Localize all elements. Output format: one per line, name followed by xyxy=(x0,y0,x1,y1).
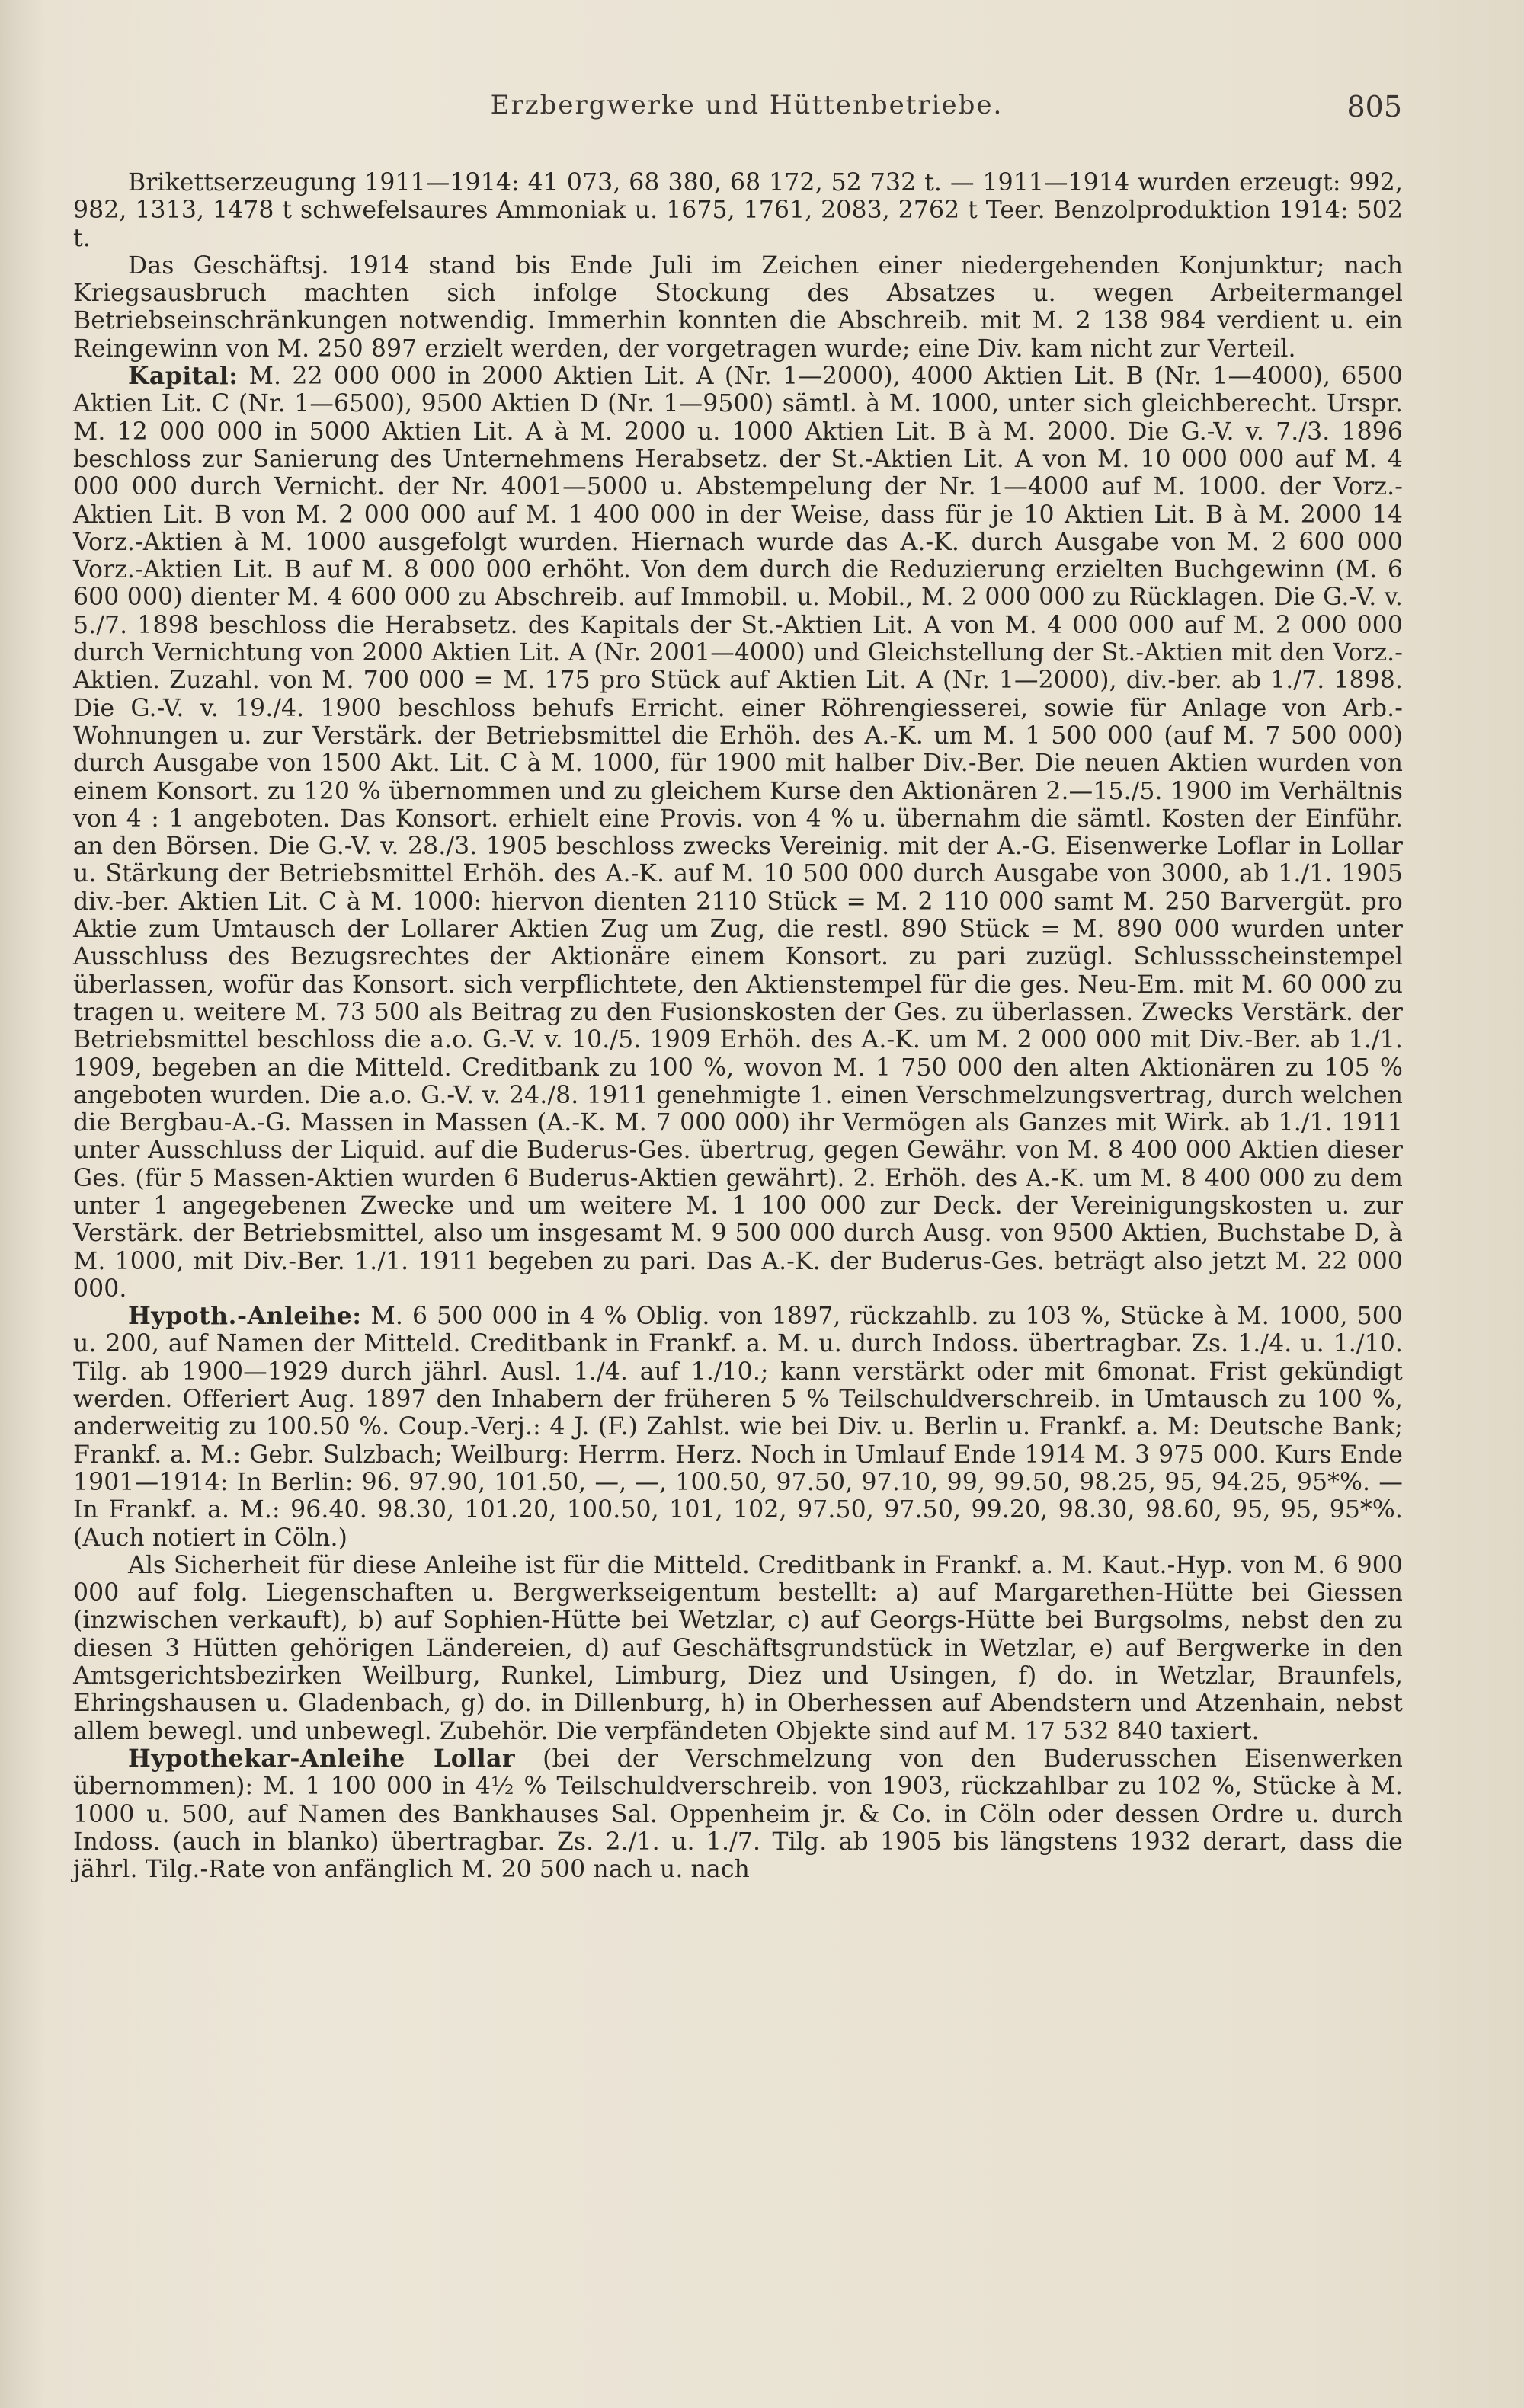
paragraph-hypothekar-anleihe-lollar xyxy=(73,1745,1403,1883)
paragraph-text: Als Sicherheit für diese Anleihe ist für die Mitteld. Creditbank in Frankf. a. M. Kaut.-Hyp. von M. 6 900 000 auf folg. Liegenschaften u. Bergwerkseigentum bestellt: a) auf Margarethen-Hütte bei Giessen (inzwischen verkauft), b) auf Sophien-Hütte bei Wetzlar, c) auf Georgs-Hütte bei Burgsolms, nebst den zu diesen 3 Hütten gehörigen Ländereien, d) auf Geschäftsgrundstück in Wetzlar, e) auf Bergwerke in den Amtsgerichtsbezirken Weilburg, Runkel, Limburg, Diez und Usingen, f) do. in Wetzlar, Braunfels, Ehringshausen u. Gladenbach, g) do. in Dillenburg, h) in Oberhessen auf Abendstern und Atzenhain, nebst allem bewegl. und unbewegl. Zubehör. Die verpfändeten Objekte sind auf M. 17 532 840 taxiert. xyxy=(73,1551,1403,1745)
paragraph-sicherheit xyxy=(73,1552,1403,1745)
section-lead-hypothekar-anleihe-lollar: Hypothekar-Anleihe Lollar xyxy=(128,1744,516,1773)
page-number: 805 xyxy=(1346,90,1402,123)
paragraph-brikettserzeugung xyxy=(73,169,1403,252)
paragraph-hypoth-anleihe xyxy=(73,1303,1403,1552)
paragraph-kapital xyxy=(73,363,1403,1303)
section-lead-kapital: Kapital: xyxy=(128,362,239,391)
running-head: Erzbergwerke und Hüttenbetriebe. xyxy=(490,90,1004,120)
paragraph-text: M. 22 000 000 in 2000 Aktien Lit. A (Nr. 1—2000), 4000 Aktien Lit. B (Nr. 1—4000), 6500 Aktien Lit. C (Nr. 1—6500), 9500 Aktien D (Nr. 1—9500) sämtl. à M. 1000, unter sich gleichberecht. Urspr. M. 12 000 000 in 5000 Aktien Lit. A à M. 2000 u. 1000 Aktien Lit. B à M. 2000. Die G.-V. v. 7./3. 1896 beschloss zur Sanierung des Unternehmens Herabsetz. der St.-Aktien Lit. A von M. 10 000 000 auf M. 4 000 000 durch Vernicht. der Nr. 4001—5000 u. Abstempelung der Nr. 1—4000 auf M. 1000. der Vorz.-Aktien Lit. B von M. 2 000 000 auf M. 1 400 000 in der Weise, dass für je 10 Aktien Lit. B à M. 2000 14 Vorz.-Aktien à M. 1000 ausgefolgt wurden. Hiernach wurde das A.-K. durch Ausgabe von M. 2 600 000 Vorz.-Aktien Lit. B auf M. 8 000 000 erhöht. Von dem durch die Reduzierung erzielten Buchgewinn (M. 6 600 000) dienter M. 4 600 000 zu Abschreib. auf Immobil. u. Mobil., M. 2 000 000 zu Rücklagen. Die G.-V. v. 5./7. 1898 beschloss die Herabsetz. des Kapitals der St.-Aktien Lit. A von M. 4 000 000 auf M. 2 000 000 durch Vernichtung von 2000 Aktien Lit. A (Nr. 2001—4000) und Gleichstellung der St.-Aktien mit den Vorz.-Aktien. Zuzahl. von M. 700 000 = M. 175 pro Stück auf Aktien Lit. A (Nr. 1—2000), div.-ber. ab 1./7. 1898. Die G.-V. v. 19./4. 1900 beschloss behufs Erricht. einer Röhrengiesserei, sowie für Anlage von Arb.-Wohnungen u. zur Verstärk. der Betriebsmittel die Erhöh. des A.-K. um M. 1 500 000 (auf M. 7 500 000) durch Ausgabe von 1500 Akt. Lit. C à M. 1000, für 1900 mit halber Div.-Ber. Die neuen Aktien wurden von einem Konsort. zu 120 % übernommen und zu gleichem Kurse den Aktionären 2.—15./5. 1900 im Verhältnis von 4 : 1 angeboten. Das Konsort. erhielt eine Provis. von 4 % u. übernahm die sämtl. Kosten der Einführ. an den Börsen. Die G.-V. v. 28./3. 1905 beschloss zwecks Vereinig. mit der A.-G. Eisenwerke Loflar in Lollar u. Stärkung der Betriebsmittel Erhöh. des A.-K. auf M. 10 500 000 durch Ausgabe von 3000, ab 1./1. 1905 div.-ber. Aktien Lit. C à M. 1000: hiervon dienten 2110 Stück = M. 2 110 000 samt M. 250 Barvergüt. pro Aktie zum Umtausch der Lollarer Aktien Zug um Zug, die restl. 890 Stück = M. 890 000 wurden unter Ausschluss des Bezugsrechtes der Aktionäre einem Konsort. zu pari zuzügl. Schlussscheinstempel überlassen, wofür das Konsort. sich verpflichtete, den Aktienstempel für die ges. Neu-Em. mit M. 60 000 zu tragen u. weitere M. 73 500 als Beitrag zu den Fusionskosten der Ges. zu überlassen. Zwecks Verstärk. der Betriebsmittel beschloss die a.o. G.-V. v. 10./5. 1909 Erhöh. des A.-K. um M. 2 000 000 mit Div.-Ber. ab 1./1. 1909, begeben an die Mitteld. Creditbank zu 100 %, wovon M. 1 750 000 den alten Aktionären zu 105 % angeboten wurden. Die a.o. G.-V. v. 24./8. 1911 genehmigte 1. einen Verschmelzungsvertrag, durch welchen die Bergbau-A.-G. Massen in Massen (A.-K. M. 7 000 000) ihr Vermögen als Ganzes mit Wirk. ab 1./1. 1911 unter Ausschluss der Liquid. auf die Buderus-Ges. übertrug, gegen Gewähr. von M. 8 400 000 Aktien dieser Ges. (für 5 Massen-Aktien wurden 6 Buderus-Aktien gewährt). 2. Erhöh. des A.-K. um M. 8 400 000 zu dem unter 1 angegebenen Zwecke und um weitere M. 1 100 000 zur Deck. der Vereinigungskosten u. zur Verstärk. der Betriebsmittel, also um insgesamt M. 9 500 000 durch Ausg. von 9500 Aktien, Buchstabe D, à M. 1000, mit Div.-Ber. 1./1. 1911 begeben zu pari. Das A.-K. der Buderus-Ges. beträgt also jetzt M. 22 000 000. xyxy=(73,363,1403,1303)
paragraph-text: Das Geschäftsj. 1914 stand bis Ende Juli im Zeichen einer niedergehenden Konjunktur; nach Kriegsausbruch machten sich infolge Stockung des Absatzes u. wegen Arbeitermangel Betriebseinschränkungen notwendig. Immerhin konnten die Abschreib. mit M. 2 138 984 verdient u. ein Reingewinn von M. 250 897 erzielt werden, der vorgetragen wurde; eine Div. kam nicht zur Verteil. xyxy=(73,251,1403,363)
section-lead-hypoth-anleihe: Hypoth.-Anleihe: xyxy=(128,1302,362,1331)
paragraph-text: (bei der Verschmelzung von den Buderusschen Eisenwerken übernommen): M. 1 100 000 in 4½ % Teilschuldverschreib. von 1903, rückzahlbar zu 102 %, Stücke à M. 1000 u. 500, auf Namen des Bankhauses Sal. Oppenheim jr. & Co. in Cöln oder dessen Ordre u. durch Indoss. (auch in blanko) übertragbar. Zs. 2./1. u. 1./7. Tilg. ab 1905 bis längstens 1932 derart, dass die jährl. Tilg.-Rate von anfänglich M. 20 500 nach u. nach xyxy=(73,1744,1403,1884)
paragraph-text: M. 6 500 000 in 4 % Oblig. von 1897, rückzahlb. zu 103 %, Stücke à M. 1000, 500 u. 200, auf Namen der Mitteld. Creditbank in Frankf. a. M. u. durch Indoss. übertragbar. Zs. 1./4. u. 1./10. Tilg. ab 1900—1929 durch jährl. Ausl. 1./4. auf 1./10.; kann verstärkt oder mit 6monat. Frist gekündigt werden. Offeriert Aug. 1897 den Inhabern der früheren 5 % Teilschuldverschreib. in Umtausch zu 100 %, anderweitig zu 100.50 %. Coup.-Verj.: 4 J. (F.) Zahlst. wie bei Div. u. Berlin u. Frankf. a. M: Deutsche Bank; Frankf. a. M.: Gebr. Sulzbach; Weilburg: Herrm. Herz. Noch in Umlauf Ende 1914 M. 3 975 000. Kurs Ende 1901—1914: In Berlin: 96. 97.90, 101.50, —, —, 100.50, 97.50, 97.10, 99, 99.50, 98.25, 95, 94.25, 95*%. — In Frankf. a. M.: 96.40. 98.30, 101.20, 100.50, 101, 102, 97.50, 97.50, 99.20, 98.30, 98.60, 95, 95, 95*%. (Auch notiert in Cöln.) xyxy=(73,1303,1403,1552)
body-text xyxy=(73,169,1403,1883)
paragraph-geschaeftsjahr xyxy=(73,252,1403,363)
page-header xyxy=(91,90,1402,136)
paragraph-text: Brikettserzeugung 1911—1914: 41 073, 68 380, 68 172, 52 732 t. — 1911—1914 wurden erzeugt: 992, 982, 1313, 1478 t schwefelsaures Ammoniak u. 1675, 1761, 2083, 2762 t Teer. Benzolproduktion 1914: 502 t. xyxy=(73,169,1403,252)
